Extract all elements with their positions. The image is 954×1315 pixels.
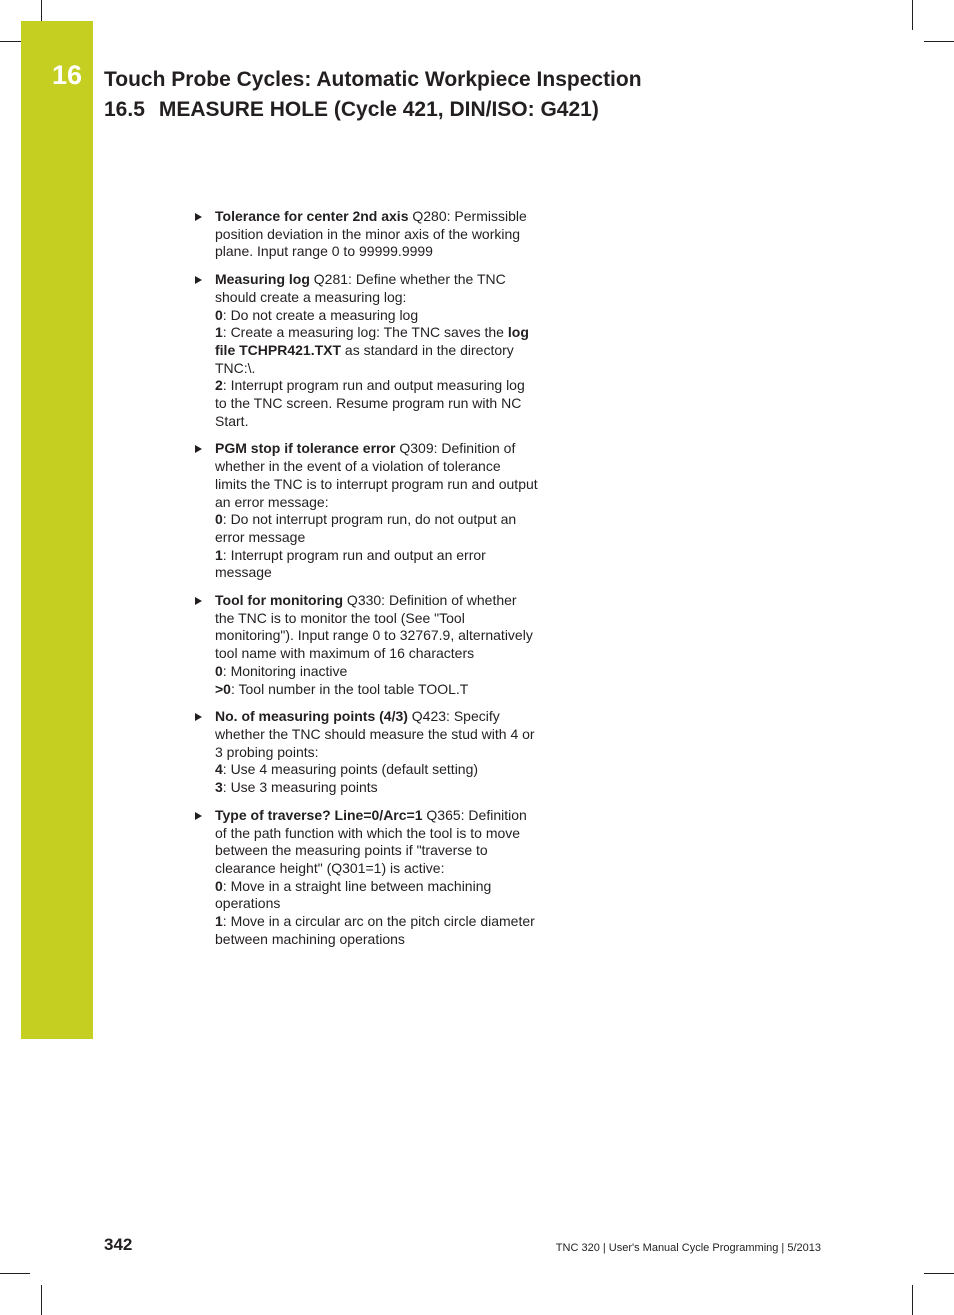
page-number: 342 (104, 1235, 133, 1254)
parameter-label: Measuring log (215, 271, 310, 288)
section-number: 16.5 (104, 98, 145, 121)
bullet-arrow-icon (195, 445, 202, 453)
parameter-item: Measuring log Q281: Define whether the TNC should create a measuring log: 0: Do not create a measuring log 1: Create a measuring log: The TNC saves the log file TCHPR421.TXT as standard in the directory TNC:\. 2: Interrupt program run and output measuring log to the TNC screen. Resume program run with NC Start. (193, 271, 563, 430)
footer-text: TNC 320 | User's Manual Cycle Programming | 5/2013 (555, 1242, 821, 1254)
crop-mark (912, 1285, 913, 1315)
bullet-arrow-icon (195, 713, 202, 721)
parameter-item: No. of measuring points (4/3) Q423: Specify whether the TNC should measure the stud with 4 or 3 probing points: 4: Use 4 measuring points (default setting) 3: Use 3 measuring points (193, 708, 563, 797)
parameter-label: Type of traverse? Line=0/Arc=1 (215, 806, 423, 823)
parameter-label: Tolerance for center 2nd axis (215, 208, 409, 224)
chapter-number: 16 (52, 60, 83, 90)
parameter-label: Tool for monitoring (215, 592, 344, 609)
crop-mark (924, 41, 954, 42)
bullet-arrow-icon (195, 213, 202, 221)
bullet-arrow-icon (195, 812, 202, 820)
bullet-arrow-icon (195, 276, 202, 284)
parameter-item: Tolerance for center 2nd axis Q280: Permissible position deviation in the minor axis of the working plane. Input range 0 to 99999.9999 (193, 208, 563, 261)
parameter-label: No. of measuring points (4/3) (215, 708, 408, 725)
crop-mark (41, 1285, 42, 1315)
parameter-item: Tool for monitoring Q330: Definition of whether the TNC is to monitor the tool (See "Tool monitoring"). Input range 0 to 32767.9, alternatively tool name with maximum of 16 characters 0: Monitoring inactive >0: Tool number in the tool table TOOL.T (193, 592, 563, 698)
crop-mark (0, 1273, 30, 1274)
crop-mark (912, 0, 913, 30)
parameter-item: PGM stop if tolerance error Q309: Definition of whether in the event of a violation of tolerance limits the TNC is to interrupt program run and output an error message: 0: Do not interrupt program run, do not output an error message 1: Interrupt program run and output an error message (193, 440, 563, 582)
section-title (104, 98, 599, 122)
crop-mark (924, 1273, 954, 1274)
chapter-title: Touch Probe Cycles: Automatic Workpiece Inspection (104, 68, 642, 91)
chapter-sidebar (21, 21, 93, 1039)
parameter-label: PGM stop if tolerance error (215, 440, 396, 457)
section-name: MEASURE HOLE (Cycle 421, DIN/ISO: G421) (158, 98, 599, 121)
bullet-arrow-icon (195, 597, 202, 605)
parameter-list (193, 208, 563, 958)
parameter-item: Type of traverse? Line=0/Arc=1 Q365: Definition of the path function with which the tool is to move between the measuring points if "traverse to clearance height" (Q301=1) is active: 0: Move in a straight line between machining operations 1: Move in a circular arc on the pitch circle diameter between machining operations (193, 807, 563, 949)
